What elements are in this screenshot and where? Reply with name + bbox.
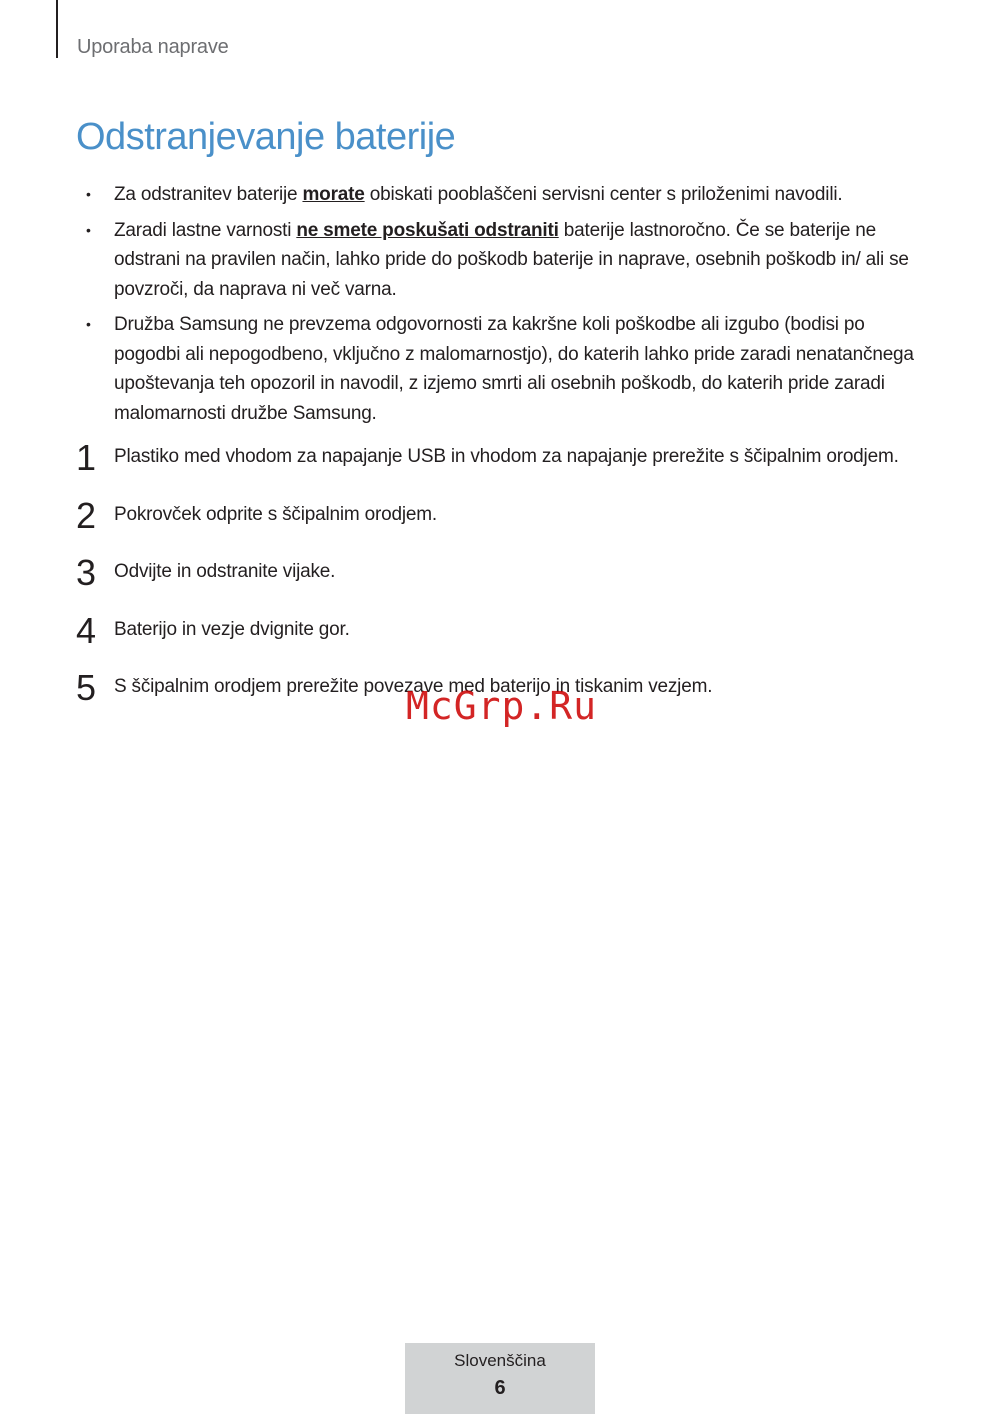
warning-list [76,180,926,428]
step-text: S ščipalnim orodjem prerežite povezave med baterijo in tiskanim vezjem. [114,676,713,697]
bullet-icon: • [86,221,91,238]
step-item [76,552,926,593]
step-number: 2 [76,494,96,536]
warning-text-before: Zaradi lastne varnosti [114,219,297,241]
warning-item [76,216,926,305]
footer-language: Slovenščina [454,1351,546,1370]
step-number: 3 [76,552,96,593]
step-item [76,494,926,536]
warning-emphasis: ne smete poskušati odstraniti [296,219,559,241]
warning-item [76,310,926,428]
step-text: Odvijte in odstranite vijake. [114,561,336,582]
header-rule [56,0,58,58]
warning-text-before: Družba Samsung ne prevzema odgovornosti za kakršne koli poškodbe ali izgubo (bodisi po pogodbi ali nepogodbeno, vključno z malomarnostjo), do katerih lahko pride zaradi nenatančnega upoštevanja teh opozoril in navodil, z izjemo smrti ali osebnih poškodb, do katerih pride zaradi malomarnosti družbe Samsung. [114,314,914,424]
warning-text-after: obiskati pooblaščeni servisni center s priloženimi navodili. [364,184,843,205]
warning-text-after: baterije lastnoročno. Če se baterije ne odstrani na pravilen način, lahko pride do poškodb baterije in naprave, osebnih poškodb in/ ali se povzroči, da naprava ni več varna. [114,219,909,300]
bullet-icon: • [86,186,91,202]
step-text: Plastiko med vhodom za napajanje USB in vhodom za napajanje prerežite s ščipalnim orodjem. [114,446,899,467]
section-label: Uporaba naprave [77,36,229,58]
content [76,180,926,730]
page-title: Odstranjevanje baterije [76,116,456,158]
step-text: Baterijo in vezje dvignite gor. [114,618,350,640]
warning-text-before: Za odstranitev baterije [114,184,303,205]
step-number: 5 [76,667,96,708]
warning-emphasis: morate [302,184,365,205]
step-number: 4 [76,609,96,651]
watermark: McGrp.Ru [406,684,598,728]
step-number: 1 [76,437,96,478]
bullet-icon: • [86,316,91,332]
page-footer [405,1343,595,1414]
page-number: 6 [494,1377,506,1399]
step-text: Pokrovček odprite s ščipalnim orodjem. [114,503,437,525]
step-item [76,609,926,651]
step-item [76,437,926,478]
warning-item [76,180,926,210]
